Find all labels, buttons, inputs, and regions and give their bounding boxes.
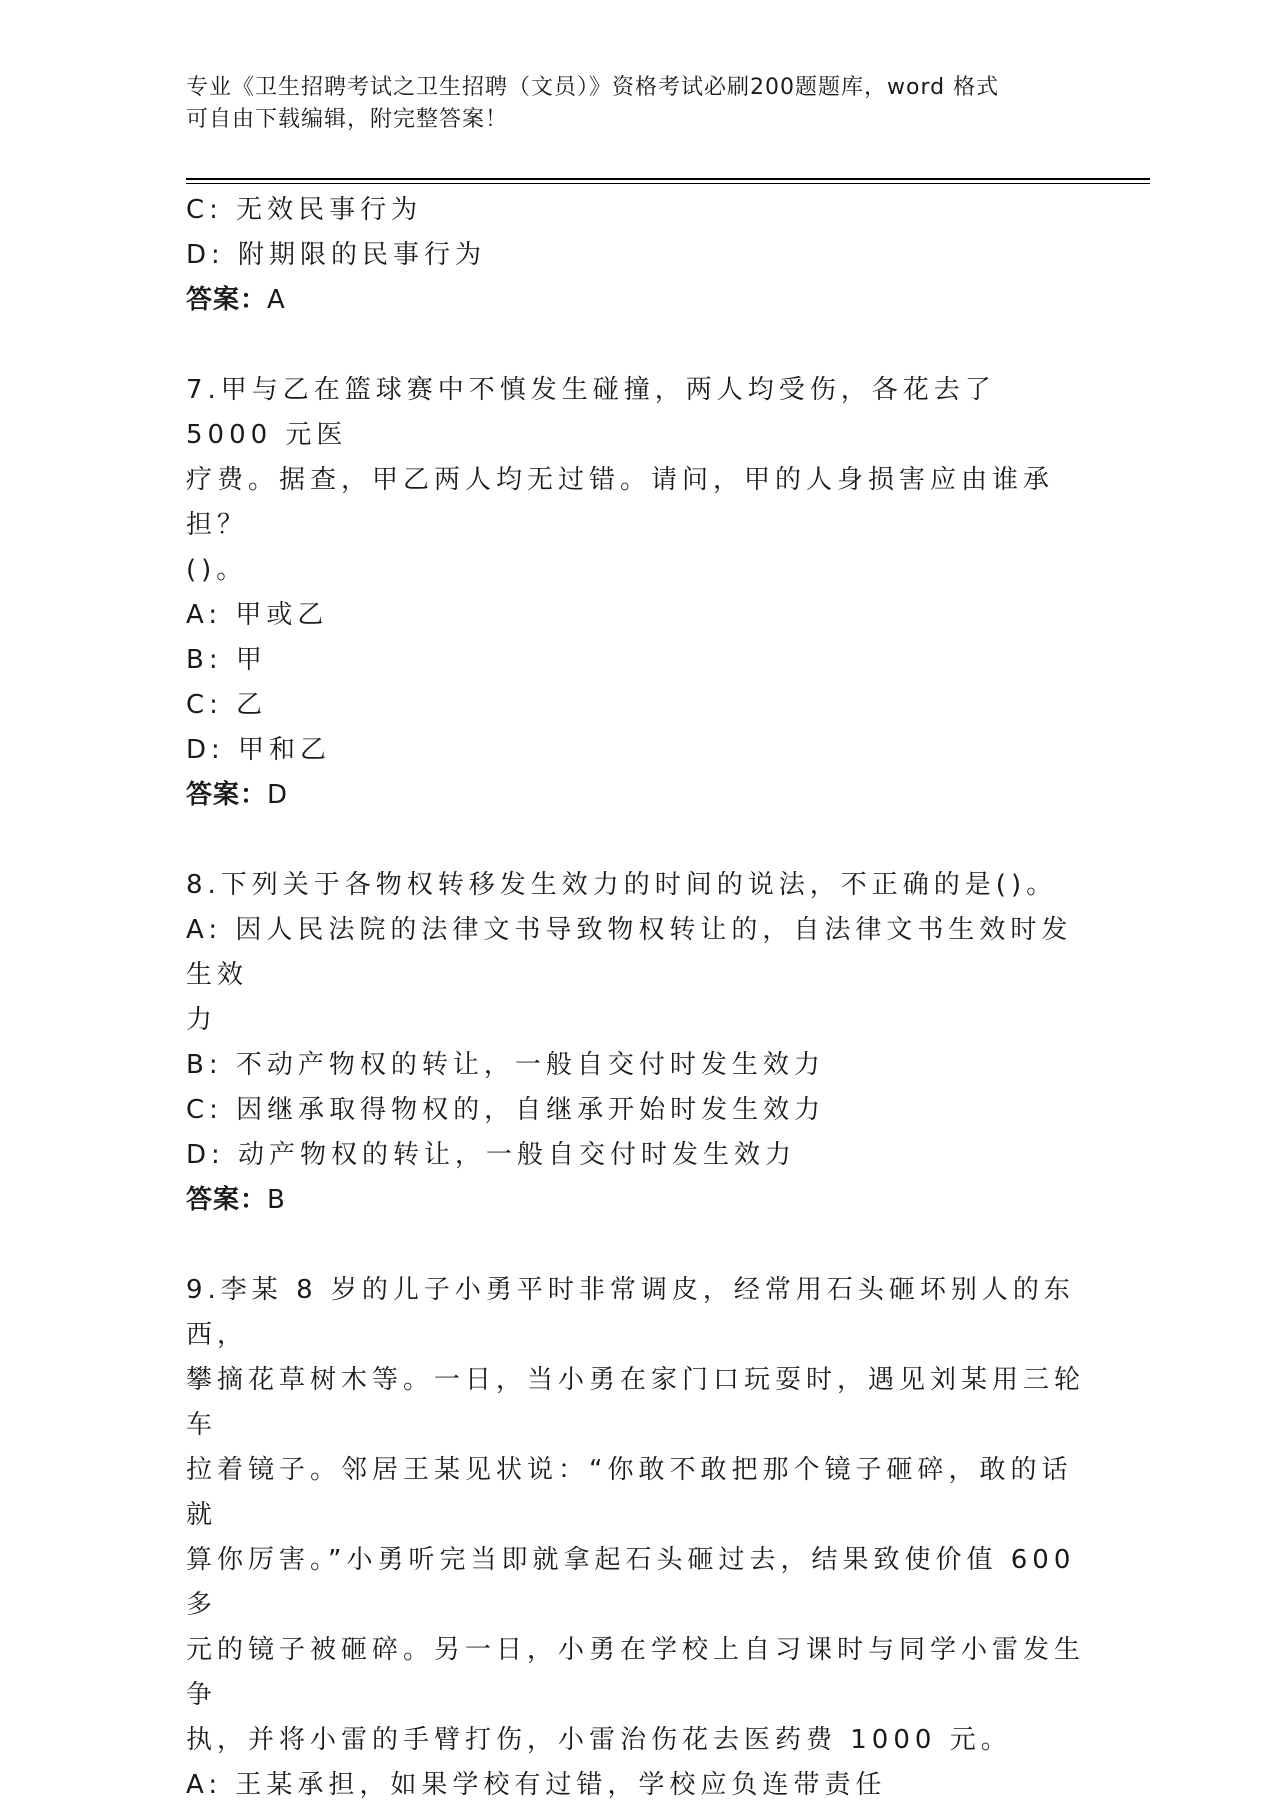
q7-answer-label: 答案： (186, 780, 268, 810)
q8-answer-label: 答案： (186, 1185, 268, 1215)
q7-option-d: D: 甲和乙 (186, 735, 332, 765)
header-line-1: 专业《卫生招聘考试之卫生招聘（文员）》资格考试必刷200题题库，word 格式 (186, 75, 1000, 100)
q7-answer (186, 773, 1086, 818)
document-header (186, 72, 1086, 136)
spacer (186, 1223, 1086, 1268)
q6-answer-label: 答案： (186, 285, 268, 315)
q7-stem-line-1: 7.甲与乙在篮球赛中不慎发生碰撞，两人均受伤，各花去了 5000 元医 (186, 375, 996, 450)
q9-stem-line-2: 攀摘花草树木等。一日，当小勇在家门口玩耍时，遇见刘某用三轮车 (186, 1365, 1086, 1440)
header-divider-thin (186, 183, 1150, 184)
q9-stem-line-6: 执，并将小雷的手臂打伤，小雷治伤花去医药费 1000 元。 (186, 1725, 1012, 1755)
q7-answer-value: D (267, 780, 289, 810)
q9-stem-line-5: 元的镜子被砸碎。另一日，小勇在学校上自习课时与同学小雷发生争 (186, 1635, 1086, 1710)
header-divider-thick (186, 178, 1150, 180)
q8-option-a-line-2: 力 (186, 1005, 218, 1035)
q8-option-a-line-1: A: 因人民法院的法律文书导致物权转让的，自法律文书生效时发生效 (186, 915, 1073, 990)
question-content (186, 188, 1086, 1808)
spacer (186, 323, 1086, 368)
q8-answer (186, 1178, 1086, 1223)
q8-option-d: D: 动产物权的转让，一般自交付时发生效力 (186, 1140, 797, 1170)
q8-answer-value: B (267, 1185, 286, 1215)
header-line-2: 可自由下载编辑，附完整答案！ (186, 107, 509, 132)
q9-stem-line-3: 拉着镜子。邻居王某见状说：“你敢不敢把那个镜子砸碎，敢的话就 (186, 1455, 1073, 1530)
q8-stem-line-1: 8.下列关于各物权转移发生效力的时间的说法，不正确的是()。 (186, 870, 1058, 900)
spacer (186, 818, 1086, 863)
q9-stem-line-4: 算你厉害。”小勇听完当即就拿起石头砸过去，结果致使价值 600 多 (186, 1545, 1076, 1620)
q7-option-b: B: 甲 (186, 645, 267, 675)
q8-option-c: C: 因继承取得物权的，自继承开始时发生效力 (186, 1095, 826, 1125)
q9-stem-line-1: 9.李某 8 岁的儿子小勇平时非常调皮，经常用石头砸坏别人的东西， (186, 1275, 1075, 1350)
q6-option-d: D: 附期限的民事行为 (186, 240, 487, 270)
q7-stem-line-3: ()。 (186, 555, 248, 585)
q6-option-c: C: 无效民事行为 (186, 195, 423, 225)
q7-stem-line-2: 疗费。据查，甲乙两人均无过错。请问，甲的人身损害应由谁承担？ (186, 465, 1055, 540)
q6-answer (186, 278, 1086, 323)
q7-option-c: C: 乙 (186, 690, 268, 720)
q6-answer-value: A (267, 285, 286, 315)
q8-option-b: B: 不动产物权的转让，一般自交付时发生效力 (186, 1050, 825, 1080)
q9-option-a: A: 王某承担，如果学校有过错，学校应负连带责任 (186, 1770, 887, 1800)
q7-option-a: A: 甲或乙 (186, 600, 329, 630)
